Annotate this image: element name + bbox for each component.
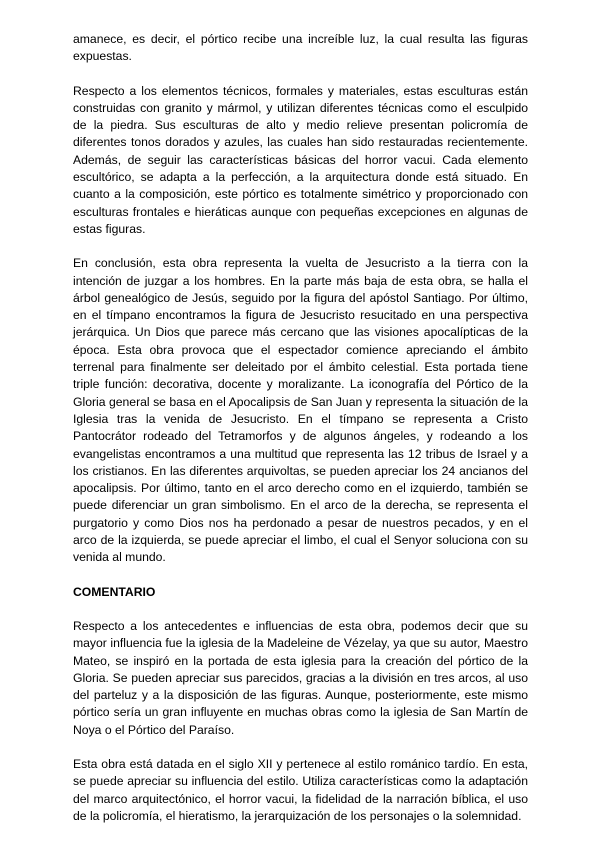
- paragraph-technical-elements: Respecto a los elementos técnicos, formales y materiales, estas esculturas están construidas con granito y mármol, y utilizan diferentes técnicas como el esculpido de la piedra. Sus esculturas de alto y medio relieve presentan policromía de diferentes tonos dorados y azules, las cuales han sido restauradas recientemente. Además, de seguir las características básicas del horror vacui. Cada elemento escultórico, se adapta a la perfección, a la arquitectura donde está situado. En cuanto a la composición, este pórtico es totalmente simétrico y proporcionado con esculturas frontales e hieráticas aunque con pequeñas excepciones en algunas de estas figuras.: [73, 83, 528, 236]
- paragraph-influences: Respecto a los antecedentes e influencias de esta obra, podemos decir que su mayor influencia fue la iglesia de la Madeleine de Vézelay, ya que su autor, Maestro Mateo, se inspiró en la portada de esta iglesia para la creación del pórtico de la Gloria. Se pueden apreciar sus parecidos, gracias a la división en tres arcos, al uso del parteluz y a la disposición de las figuras. Aunque, posteriormente, este mismo pórtico sería un gran influyente en muchas obras como la iglesia de San Martín de Noya o el Pórtico del Paraíso.: [73, 618, 528, 737]
- paragraph-style-dating: Esta obra está datada en el siglo XII y pertenece al estilo románico tardío. En esta, se puede apreciar su influencia del estilo. Utiliza características como la adaptación del marco arquitectónico, el horror vacui, la fidelidad de la narración bíblica, el uso de la policromía, el hieratismo, la jerarquización de los personajes o la solemnidad.: [73, 756, 528, 823]
- document-page: [73, 31, 528, 842]
- section-heading-comentario: COMENTARIO: [73, 584, 156, 599]
- paragraph-conclusion: En conclusión, esta obra representa la vuelta de Jesucristo a la tierra con la intención de juzgar a los hombres. En la parte más baja de esta obra, se halla el árbol genealógico de Jesús, seguido por la figura del apóstol Santiago. Por último, en el tímpano encontramos la figura de Jesucristo resucitado en una perspectiva jerárquica. Un Dios que parece más cercano que las visiones apocalípticas de la época. Esta obra provoca que el espectador comience apreciando el ámbito terrenal para finalmente ser deleitado por el ámbito celestial. Esta portada tiene triple función: decorativa, docente y moralizante. La iconografía del Pórtico de la Gloria general se basa en el Apocalipsis de San Juan y representa la situación de la Iglesia tras la venida de Jesucristo. En el tímpano se representa a Cristo Pantocrátor rodeado del Tetramorfos y de algunos ángeles, y rodeando a los evangelistas encontramos a una multitud que representa las 12 tribus de Israel y a los cristianos. En las diferentes arquivoltas, se pueden apreciar los 24 ancianos del apocalipsis. Por último, tanto en el arco derecho como en el izquierdo, también se puede diferenciar un gran simbolismo. En el arco de la derecha, se representa el purgatorio y como Dios nos ha perdonado a pesar de nuestros pecados, y en el arco de la izquierda, se puede apreciar el limbo, el cual el Senyor soluciona con su venida al mundo.: [73, 256, 528, 565]
- paragraph-intro-continuation: amanece, es decir, el pórtico recibe una increíble luz, la cual resulta las figuras expuestas.: [73, 32, 528, 64]
